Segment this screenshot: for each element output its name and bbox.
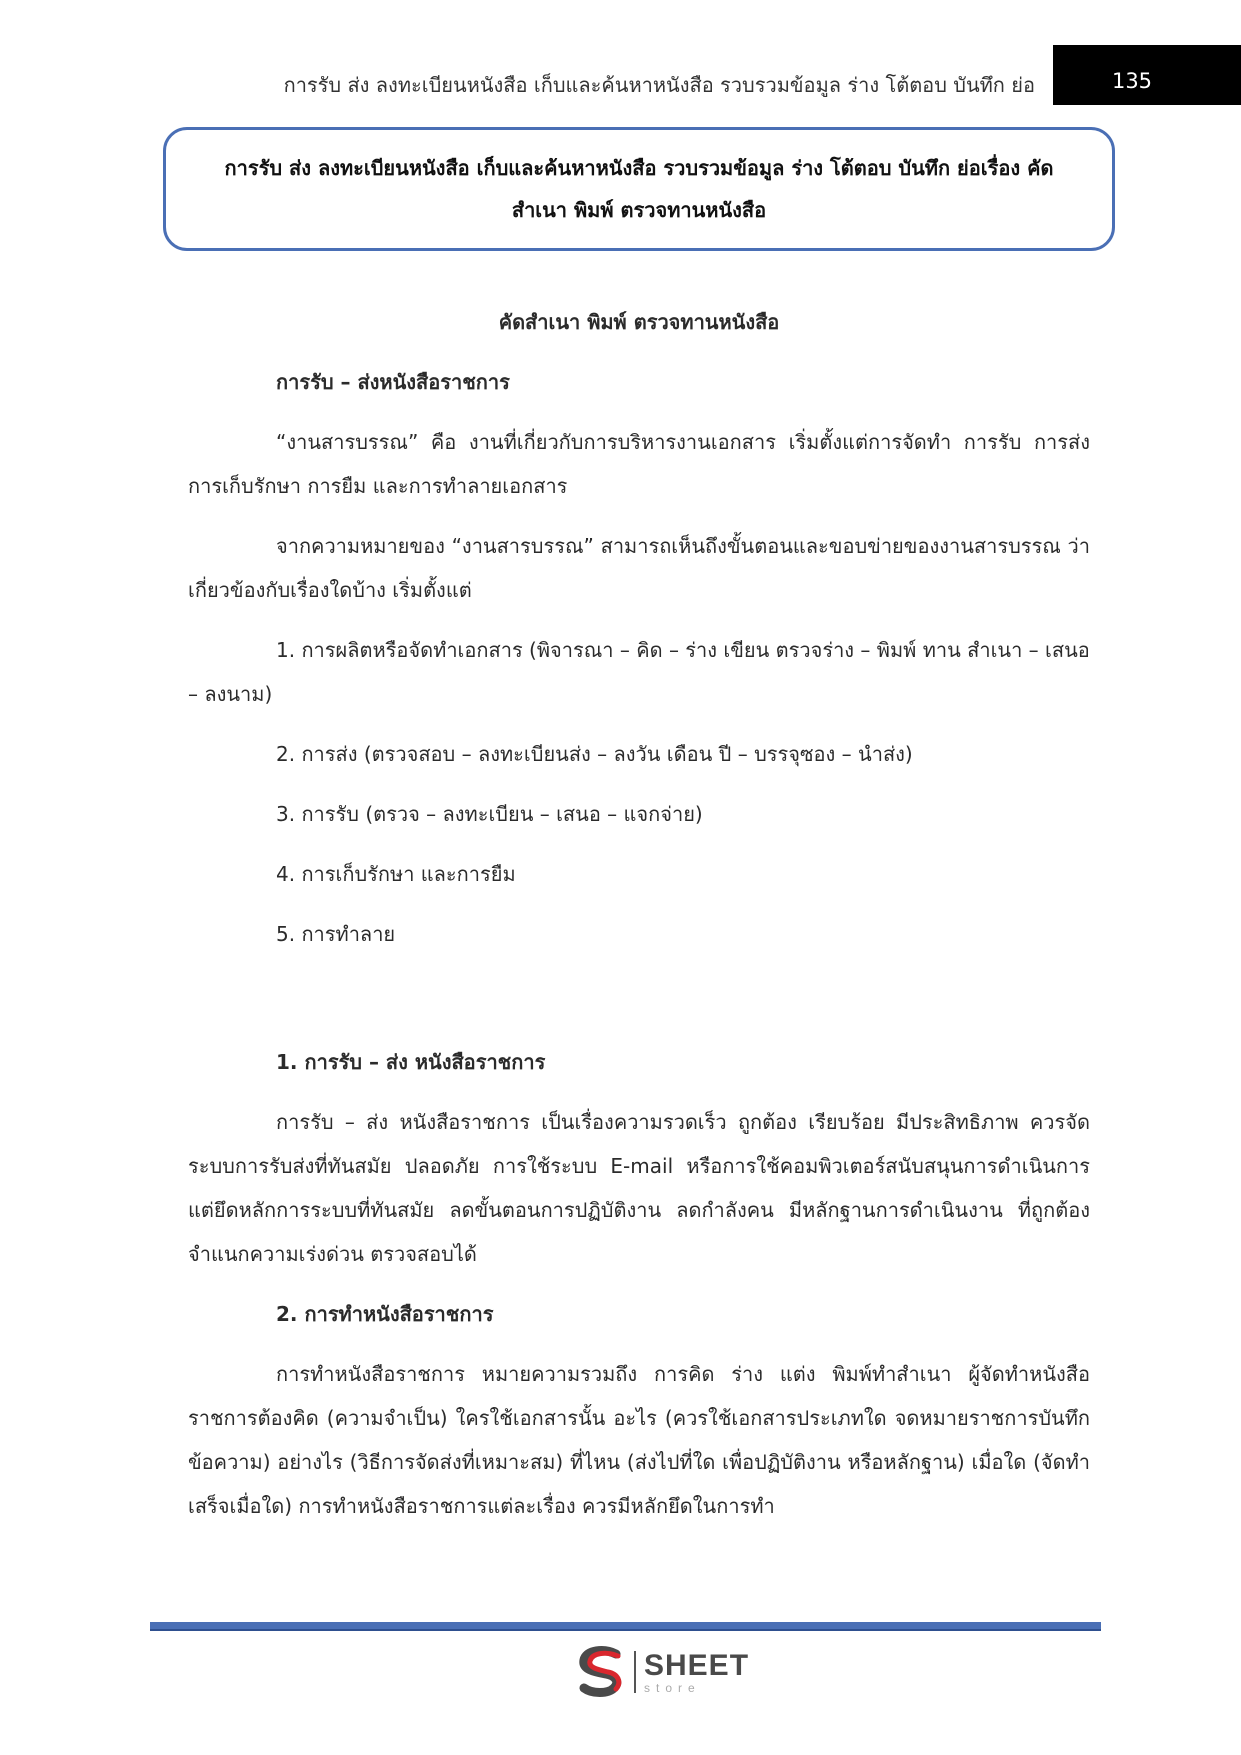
logo-word: SHEET (644, 1648, 750, 1682)
list-item: 2. การส่ง (ตรวจสอบ – ลงทะเบียนส่ง – ลงวัน เดือน ปี – บรรจุซอง – นำส่ง) (276, 742, 913, 766)
section-heading: คัดสำเนา พิมพ์ ตรวจทานหนังสือ (498, 310, 780, 334)
chapter-title-line-2: สำเนา พิมพ์ ตรวจทานหนังสือ (511, 198, 767, 222)
list-item: 1. การผลิตหรือจัดทำเอกสาร (พิจารณา – คิด – ร่าง เขียน ตรวจร่าง – พิมพ์ ทาน สำเนา – เสนอ – ลงนาม) (188, 638, 1090, 706)
list-item: 4. การเก็บรักษา และการยืม (276, 862, 516, 886)
logo-divider (634, 1651, 636, 1693)
subheading-receive-send: การรับ – ส่งหนังสือราชการ (276, 370, 510, 394)
chapter-title-box (163, 127, 1115, 251)
spacer (188, 972, 1090, 1040)
sheet-store-logo (576, 1643, 749, 1701)
subheading-2: 2. การทำหนังสือราชการ (276, 1302, 494, 1326)
footer-rule (150, 1622, 1101, 1631)
list-item: 3. การรับ (ตรวจ – ลงทะเบียน – เสนอ – แจกจ่าย) (276, 802, 703, 826)
paragraph-receive-send: การรับ – ส่ง หนังสือราชการ เป็นเรื่องความรวดเร็ว ถูกต้อง เรียบร้อย มีประสิทธิภาพ ควรจัดระบบการรับส่งที่ทันสมัย ปลอดภัย การใช้ระบบ E-mail หรือการใช้คอมพิวเตอร์สนับสนุนการดำเนินการ แต่ยึดหลักการระบบที่ทันสมัย ลดขั้นตอนการปฏิบัติงาน ลดกำลังคน มีหลักฐานการดำเนินงาน ที่ถูกต้องจำแนกความเร่งด่วน ตรวจสอบได้ (188, 1110, 1090, 1266)
page-number: 135 (1053, 45, 1241, 105)
sheet-store-s-logo-icon (576, 1646, 626, 1698)
page-content (188, 300, 1090, 1544)
list-item: 5. การทำลาย (276, 922, 396, 946)
chapter-title-line-1: การรับ ส่ง ลงทะเบียนหนังสือ เก็บและค้นหาหนังสือ รวบรวมข้อมูล ร่าง โต้ตอบ บันทึก ย่อเรื่อง คัด (224, 156, 1054, 180)
logo-text (644, 1648, 750, 1695)
paragraph-making-documents: การทำหนังสือราชการ หมายความรวมถึง การคิด ร่าง แต่ง พิมพ์ทำสำเนา ผู้จัดทำหนังสือราชการต้องคิด (ความจำเป็น) ใครใช้เอกสารนั้น อะไร (ควรใช้เอกสารประเภทใด จดหมายราชการบันทึกข้อความ) อย่างไร (วิธีการจัดส่งที่เหมาะสม) ที่ไหน (ส่งไปที่ใด เพื่อปฏิบัติงาน หรือหลักฐาน) เมื่อใด (จัดทำเสร็จเมื่อใด) การทำหนังสือราชการแต่ละเรื่อง ควรมีหลักยึดในการทำ (188, 1362, 1090, 1518)
running-header: การรับ ส่ง ลงทะเบียนหนังสือ เก็บและค้นหาหนังสือ รวบรวมข้อมูล ร่าง โต้ตอบ บันทึก ย่อ (283, 73, 1035, 97)
logo-subword: store (644, 1680, 701, 1695)
paragraph-scope: จากความหมายของ “งานสารบรรณ” สามารถเห็นถึงขั้นตอนและขอบข่ายของงานสารบรรณ ว่า เกี่ยวข้องกับเรื่องใดบ้าง เริ่มตั้งแต่ (188, 534, 1090, 602)
subheading-1: 1. การรับ – ส่ง หนังสือราชการ (276, 1050, 546, 1074)
paragraph-definition: “งานสารบรรณ” คือ งานที่เกี่ยวกับการบริหารงานเอกสาร เริ่มตั้งแต่การจัดทำ การรับ การส่ง การเก็บรักษา การยืม และการทำลายเอกสาร (188, 430, 1090, 498)
